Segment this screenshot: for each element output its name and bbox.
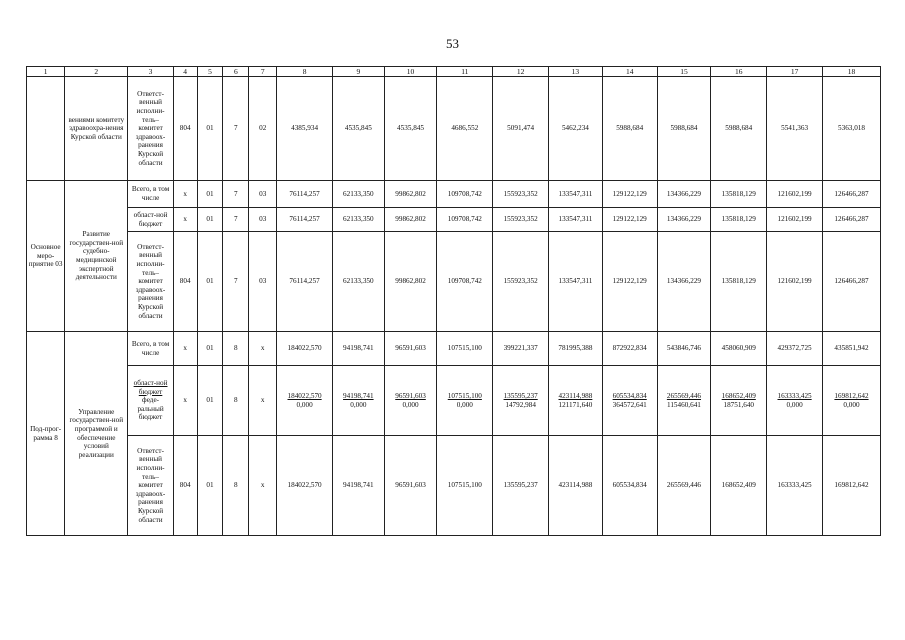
code-cell: x xyxy=(173,332,197,366)
column-header: 17 xyxy=(767,67,823,77)
value-cell: 458060,909 xyxy=(711,332,767,366)
value-cell: 76114,257 xyxy=(277,232,333,332)
column-header: 4 xyxy=(173,67,197,77)
value-cell: 129122,129 xyxy=(602,208,657,232)
value-cell: 121602,199 xyxy=(767,181,823,208)
value-cell: 168652,409 xyxy=(711,436,767,536)
value-cell: 872922,834 xyxy=(602,332,657,366)
value-cell: 109708,742 xyxy=(437,181,493,208)
name-cell: Управление государствен-ной программой и обеспечение условий реализации xyxy=(65,332,128,536)
value-cell: 155923,352 xyxy=(493,208,549,232)
code-cell: 7 xyxy=(223,77,249,181)
column-header: 2 xyxy=(65,67,128,77)
value-cell xyxy=(332,366,384,436)
code-cell: 01 xyxy=(197,181,223,208)
value-line: 423114,988 xyxy=(558,391,593,400)
value-cell: 76114,257 xyxy=(277,181,333,208)
code-cell: x xyxy=(249,366,277,436)
code-cell: 03 xyxy=(249,181,277,208)
code-cell: 03 xyxy=(249,208,277,232)
value-line: 163333,425 xyxy=(777,391,812,400)
value-cell: 184022,570 xyxy=(277,436,333,536)
program-cell xyxy=(27,77,65,181)
value-line: 18751,640 xyxy=(723,400,755,409)
code-cell: 8 xyxy=(223,436,249,536)
column-header: 12 xyxy=(493,67,549,77)
value-cell: 129122,129 xyxy=(602,181,657,208)
code-cell: 8 xyxy=(223,366,249,436)
value-cell: 4686,552 xyxy=(437,77,493,181)
value-cell: 133547,311 xyxy=(549,232,603,332)
value-cell: 96591,603 xyxy=(384,332,437,366)
code-cell: 804 xyxy=(173,232,197,332)
value-cell: 99862,802 xyxy=(384,232,437,332)
value-cell: 134366,229 xyxy=(657,181,711,208)
value-cell: 126466,287 xyxy=(822,181,880,208)
value-cell: 133547,311 xyxy=(549,181,603,208)
value-cell: 5091,474 xyxy=(493,77,549,181)
code-cell: 03 xyxy=(249,232,277,332)
value-cell: 5541,363 xyxy=(767,77,823,181)
value-cell: 605534,834 xyxy=(602,436,657,536)
column-header: 10 xyxy=(384,67,437,77)
source-cell: Всего, в том числе xyxy=(128,181,173,208)
value-line: 115460,641 xyxy=(667,400,701,409)
code-cell: 7 xyxy=(223,232,249,332)
value-cell: 135818,129 xyxy=(711,232,767,332)
value-cell: 121602,199 xyxy=(767,232,823,332)
value-cell: 126466,287 xyxy=(822,232,880,332)
value-line: 14792,984 xyxy=(505,400,536,409)
code-cell: x xyxy=(249,436,277,536)
value-cell xyxy=(549,366,603,436)
name-cell: Развитие государствен-ной судебно-медицинской экспертной деятельности xyxy=(65,181,128,332)
column-header: 16 xyxy=(711,67,767,77)
column-header: 11 xyxy=(437,67,493,77)
code-cell: x xyxy=(173,208,197,232)
value-cell xyxy=(493,366,549,436)
value-cell xyxy=(437,366,493,436)
code-cell: x xyxy=(173,366,197,436)
source-cell: Ответст-венный исполни-тель– комитет здравоох-ранения Курской области xyxy=(128,77,173,181)
value-cell xyxy=(602,366,657,436)
code-cell: 7 xyxy=(223,208,249,232)
value-cell xyxy=(657,366,711,436)
code-cell: 02 xyxy=(249,77,277,181)
code-cell: 7 xyxy=(223,181,249,208)
column-header: 3 xyxy=(128,67,173,77)
value-cell: 62133,350 xyxy=(332,232,384,332)
value-cell: 155923,352 xyxy=(493,232,549,332)
value-cell: 399221,337 xyxy=(493,332,549,366)
value-cell: 163333,425 xyxy=(767,436,823,536)
value-cell: 134366,229 xyxy=(657,208,711,232)
table-row xyxy=(27,366,881,436)
column-header: 13 xyxy=(549,67,603,77)
value-cell: 4535,845 xyxy=(332,77,384,181)
value-cell: 5988,684 xyxy=(602,77,657,181)
value-line: 184022,570 xyxy=(287,391,322,400)
value-cell: 4535,845 xyxy=(384,77,437,181)
value-cell: 134366,229 xyxy=(657,232,711,332)
value-cell: 99862,802 xyxy=(384,181,437,208)
table-row xyxy=(27,181,881,208)
value-line: 364572,641 xyxy=(612,400,647,409)
column-header: 14 xyxy=(602,67,657,77)
value-line: 0,000 xyxy=(402,400,419,409)
value-cell xyxy=(767,366,823,436)
value-line: 96591,603 xyxy=(395,391,426,400)
value-cell: 543846,746 xyxy=(657,332,711,366)
code-cell: x xyxy=(249,332,277,366)
value-cell: 62133,350 xyxy=(332,181,384,208)
table-row xyxy=(27,77,881,181)
column-header: 15 xyxy=(657,67,711,77)
table-row xyxy=(27,436,881,536)
code-cell: 01 xyxy=(197,366,223,436)
value-cell: 135818,129 xyxy=(711,181,767,208)
value-cell: 5988,684 xyxy=(657,77,711,181)
value-cell: 423114,988 xyxy=(549,436,603,536)
value-line: 168652,409 xyxy=(721,391,756,400)
table-row xyxy=(27,232,881,332)
value-cell: 109708,742 xyxy=(437,232,493,332)
code-cell: 01 xyxy=(197,208,223,232)
value-line: 121171,640 xyxy=(558,400,593,409)
code-cell: 8 xyxy=(223,332,249,366)
column-header: 5 xyxy=(197,67,223,77)
header-row xyxy=(27,67,881,77)
source-cell: Ответст-венный исполни-тель– комитет здравоох-ранения Курской области xyxy=(128,232,173,332)
code-cell: 804 xyxy=(173,77,197,181)
source-cell: Всего, в том числе xyxy=(128,332,173,366)
value-cell: 5363,018 xyxy=(822,77,880,181)
value-cell: 76114,257 xyxy=(277,208,333,232)
value-cell xyxy=(384,366,437,436)
source-label: феде-ральный бюджет xyxy=(137,396,164,422)
column-header: 1 xyxy=(27,67,65,77)
value-cell: 135595,237 xyxy=(493,436,549,536)
value-cell: 133547,311 xyxy=(549,208,603,232)
source-cell xyxy=(128,366,173,436)
value-line: 0,000 xyxy=(296,400,313,409)
source-cell: Ответст-венный исполни-тель– комитет здравоох-ранения Курской области xyxy=(128,436,173,536)
value-cell: 126466,287 xyxy=(822,208,880,232)
value-line: 605534,834 xyxy=(612,391,647,400)
value-cell: 435851,942 xyxy=(822,332,880,366)
value-line: 265569,446 xyxy=(666,391,702,400)
source-label: област-ной бюджет xyxy=(133,378,168,396)
value-cell: 169812,642 xyxy=(822,436,880,536)
column-header: 7 xyxy=(249,67,277,77)
value-line: 0,000 xyxy=(843,400,860,409)
column-header: 8 xyxy=(277,67,333,77)
column-header: 18 xyxy=(822,67,880,77)
value-line: 94198,741 xyxy=(343,391,374,400)
value-cell: 62133,350 xyxy=(332,208,384,232)
value-cell: 4385,934 xyxy=(277,77,333,181)
code-cell: 804 xyxy=(173,436,197,536)
value-line: 0,000 xyxy=(786,400,803,409)
code-cell: 01 xyxy=(197,332,223,366)
value-cell: 429372,725 xyxy=(767,332,823,366)
value-cell xyxy=(711,366,767,436)
code-cell: 01 xyxy=(197,232,223,332)
value-line: 107515,100 xyxy=(447,391,482,400)
value-cell: 107515,100 xyxy=(437,436,493,536)
code-cell: 01 xyxy=(197,77,223,181)
code-cell: x xyxy=(173,181,197,208)
value-cell xyxy=(822,366,880,436)
value-line: 169812,642 xyxy=(834,391,869,400)
value-cell: 184022,570 xyxy=(277,332,333,366)
value-cell: 109708,742 xyxy=(437,208,493,232)
value-cell: 781995,388 xyxy=(549,332,603,366)
value-cell: 94198,741 xyxy=(332,436,384,536)
value-line: 135595,237 xyxy=(503,391,538,400)
value-line: 0,000 xyxy=(456,400,473,409)
value-cell: 129122,129 xyxy=(602,232,657,332)
value-cell: 5462,234 xyxy=(549,77,603,181)
column-header: 9 xyxy=(332,67,384,77)
value-cell: 96591,603 xyxy=(384,436,437,536)
value-cell: 121602,199 xyxy=(767,208,823,232)
budget-table xyxy=(26,66,881,536)
page-number: 53 xyxy=(446,36,459,51)
value-cell: 5988,684 xyxy=(711,77,767,181)
program-cell: Основное меро-приятие 03 xyxy=(27,181,65,332)
value-cell: 99862,802 xyxy=(384,208,437,232)
name-cell: вениями комитету здравоохра-нения Курской области xyxy=(65,77,128,181)
value-cell: 135818,129 xyxy=(711,208,767,232)
table-row xyxy=(27,208,881,232)
value-line: 0,000 xyxy=(350,400,367,409)
program-cell: Под-прог-рамма 8 xyxy=(27,332,65,536)
table-row xyxy=(27,332,881,366)
column-header: 6 xyxy=(223,67,249,77)
value-cell: 155923,352 xyxy=(493,181,549,208)
value-cell: 265569,446 xyxy=(657,436,711,536)
code-cell: 01 xyxy=(197,436,223,536)
value-cell: 94198,741 xyxy=(332,332,384,366)
value-cell xyxy=(277,366,333,436)
value-cell: 107515,100 xyxy=(437,332,493,366)
source-cell: област-ной бюджет xyxy=(128,208,173,232)
